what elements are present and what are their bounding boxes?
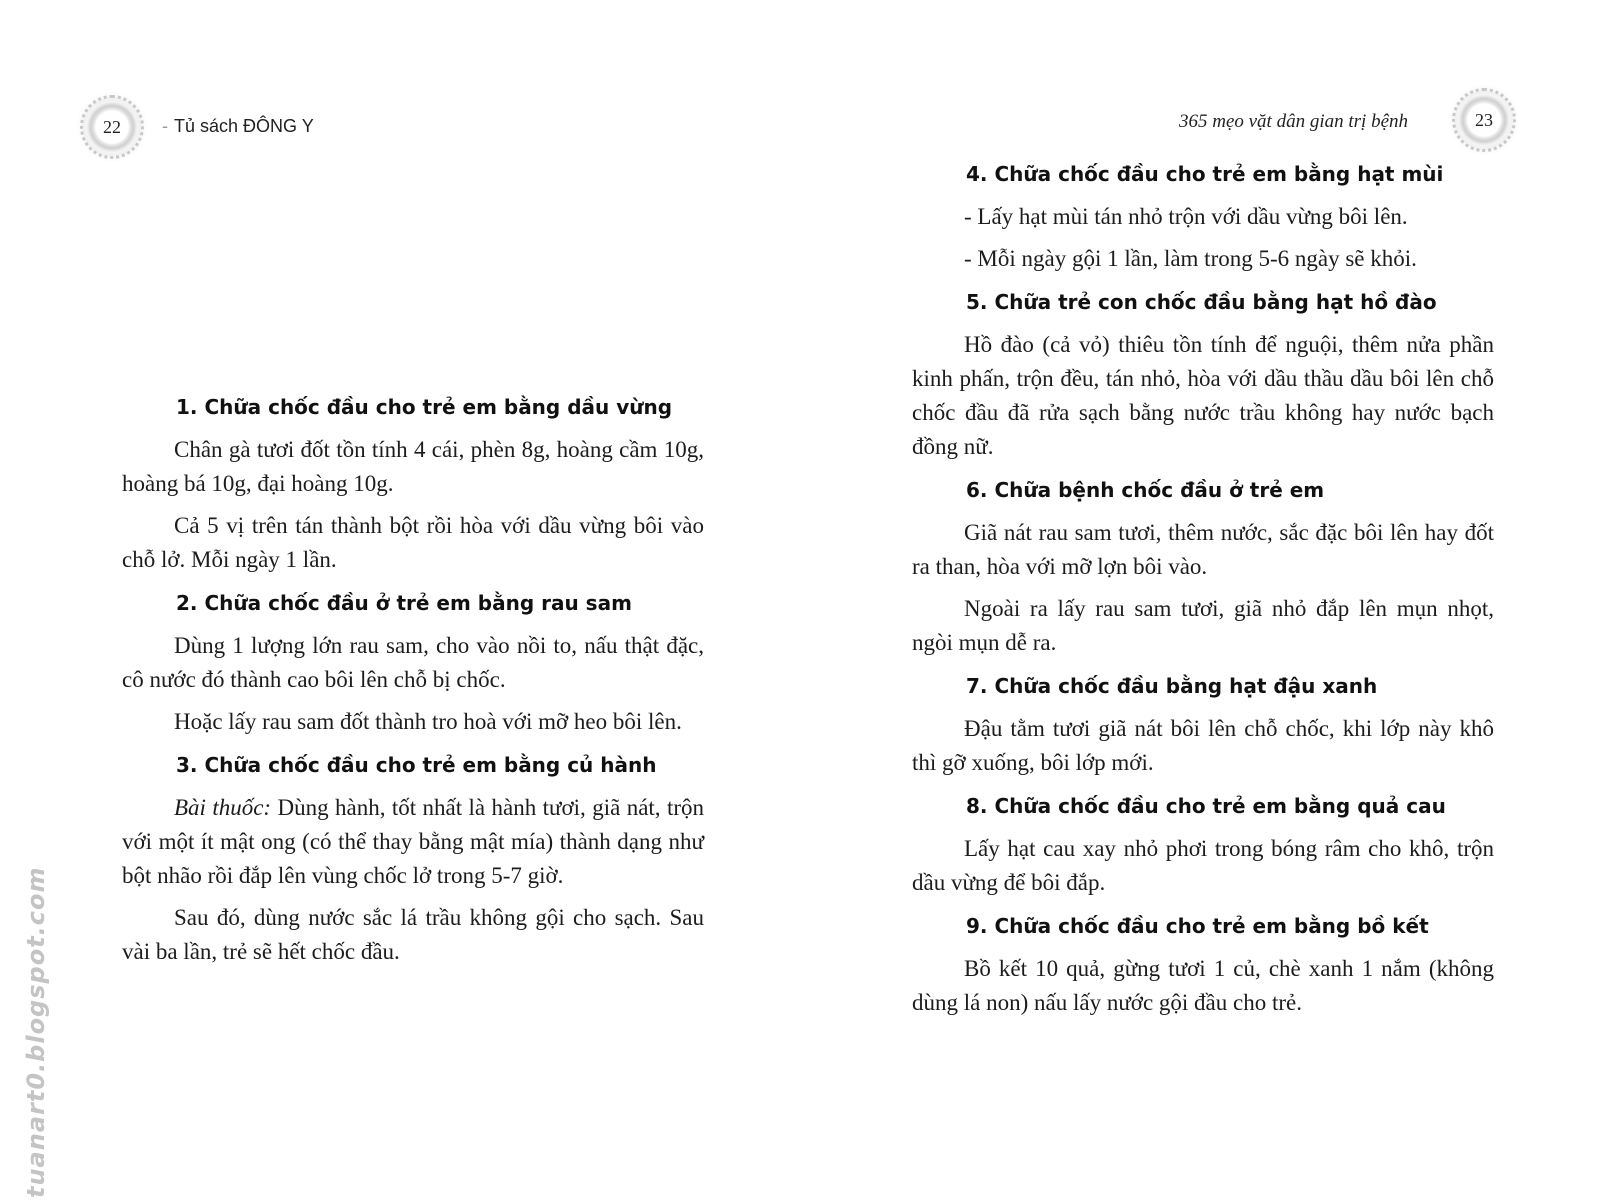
paragraph: Giã nát rau sam tươi, thêm nước, sắc đặc bôi lên hay đốt ra than, hòa với mỡ lợn bôi vào. [912,520,1494,579]
page-number-right [1458,94,1510,146]
paragraph: Cả 5 vị trên tán thành bột rồi hòa với dầu vừng bôi vào chỗ lở. Mỗi ngày 1 lần. [122,513,704,572]
section-9 [912,912,1494,1020]
page-number-right-text: 23 [1475,109,1493,130]
dash-ornament-icon: - [162,116,168,136]
recipe-label: Bài thuốc: [174,795,272,820]
left-page-body [122,393,704,981]
paragraph [122,791,704,893]
section-6 [912,476,1494,660]
section-7 [912,672,1494,780]
paragraph-text: Dùng hành, tốt nhất là hành tươi, giã nát, trộn với một ít mật ong (có thể thay bằng mật mía) thành dạng như bột nhão rồi đắp lên vùng chốc lở trong 5-7 giờ. [122,795,704,888]
section-title: 5. Chữa trẻ con chốc đầu bằng hạt hồ đào [966,290,1437,314]
paragraph: Ngoài ra lấy rau sam tươi, giã nhỏ đắp lên mụn nhọt, ngòi mụn dễ ra. [912,596,1494,655]
section-title: 6. Chữa bệnh chốc đầu ở trẻ em [966,478,1325,502]
section-title: 8. Chữa chốc đầu cho trẻ em bằng quả cau [966,794,1446,818]
running-title-left: Tủ sách ĐÔNG Y [174,116,314,136]
section-title: 1. Chữa chốc đầu cho trẻ em bằng dầu vừng [176,395,673,419]
paragraph: Đậu tằm tươi giã nát bôi lên chỗ chốc, khi lớp này khô thì gỡ xuống, bôi lớp mới. [912,716,1494,775]
paragraph: Bồ kết 10 quả, gừng tươi 1 củ, chè xanh 1 nắm (không dùng lá non) nấu lấy nước gội đầu cho trẻ. [912,956,1494,1015]
paragraph: Sau đó, dùng nước sắc lá trầu không gội cho sạch. Sau vài ba lần, trẻ sẽ hết chốc đầu. [122,905,704,964]
bullet-paragraph: - Lấy hạt mùi tán nhỏ trộn với dầu vừng bôi lên. [964,204,1408,229]
section-5 [912,288,1494,464]
section-8 [912,792,1494,900]
section-1 [122,393,704,577]
flower-ornament-icon [1452,88,1516,152]
page-number-left [86,101,138,153]
page-number-left-text: 22 [103,116,121,137]
section-title: 2. Chữa chốc đầu ở trẻ em bằng rau sam [176,591,632,615]
flower-ornament-icon [80,95,144,159]
running-header-right: 365 mẹo vặt dân gian trị bệnh [1178,111,1408,132]
paragraph: Hồ đào (cả vỏ) thiêu tồn tính để nguội, thêm nửa phần kinh phấn, trộn đều, tán nhỏ, hòa với dầu thầu dầu bôi lên chỗ chốc đầu đã rửa sạch bằng nước trầu không hay nước bạch đồng nữ. [912,332,1494,459]
section-2 [122,589,704,739]
section-3 [122,751,704,969]
section-title: 3. Chữa chốc đầu cho trẻ em bằng củ hành [176,753,657,777]
paragraph: Lấy hạt cau xay nhỏ phơi trong bóng râm cho khô, trộn dầu vừng để bôi đắp. [912,836,1494,895]
bullet-paragraph: - Mỗi ngày gội 1 lần, làm trong 5-6 ngày sẽ khỏi. [964,246,1417,271]
section-title: 4. Chữa chốc đầu cho trẻ em bằng hạt mùi [966,162,1444,186]
section-4 [912,160,1494,276]
paragraph: Hoặc lấy rau sam đốt thành tro hoà với mỡ heo bôi lên. [174,709,682,734]
section-title: 9. Chữa chốc đầu cho trẻ em bằng bồ kết [966,914,1429,938]
paragraph: Dùng 1 lượng lớn rau sam, cho vào nồi to, nấu thật đặc, cô nước đó thành cao bôi lên chỗ bị chốc. [122,633,704,692]
right-page-body [912,160,1494,1032]
watermark: tuanart0.blogspot.com [22,866,50,1198]
paragraph: Chân gà tươi đốt tồn tính 4 cái, phèn 8g, hoàng cầm 10g, hoàng bá 10g, đại hoàng 10g. [122,437,704,496]
section-title: 7. Chữa chốc đầu bằng hạt đậu xanh [966,674,1378,698]
running-header-left [162,116,314,137]
